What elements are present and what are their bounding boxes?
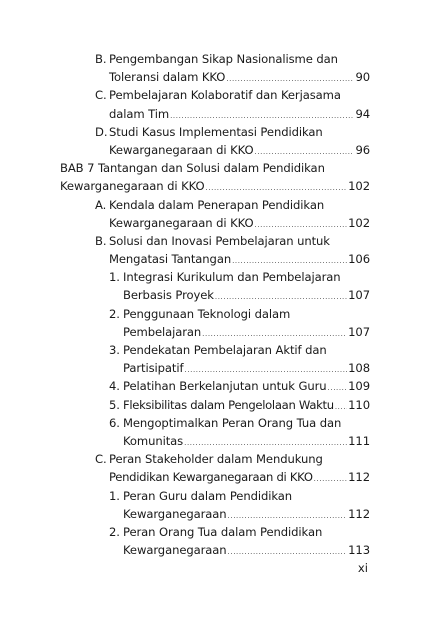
toc-entry-page: 102: [348, 179, 370, 194]
toc-entry[interactable]: [95, 123, 370, 159]
toc-subentry[interactable]: [109, 523, 370, 559]
toc-entry-page: 112: [348, 470, 370, 485]
toc-entry-page: 108: [348, 361, 370, 376]
toc-subentry[interactable]: [109, 268, 370, 304]
toc-entry-number: C.: [95, 452, 107, 467]
toc-entry-number: 2.: [109, 306, 120, 321]
toc-entry-title: Peran Guru dalam Pendidikan: [123, 488, 292, 503]
toc-entry-title: Penggunaan Teknologi dalam: [123, 306, 291, 321]
toc-entry-page: 102: [348, 215, 370, 230]
toc-entry-page: 96: [355, 142, 370, 157]
toc-entry-title: Kewarganegaraan di KKO: [109, 215, 254, 230]
toc-entry-page: 94: [355, 106, 370, 121]
table-of-contents: [0, 50, 425, 559]
toc-leader-dots: [228, 543, 348, 561]
toc-subentry[interactable]: [109, 305, 370, 341]
toc-chapter-entry[interactable]: [60, 159, 370, 195]
toc-chapter-title: Kewarganegaraan di KKO: [60, 179, 205, 194]
toc-entry-number: 1.: [109, 488, 120, 503]
toc-entry-number: B.: [95, 52, 107, 66]
toc-entry-page: 107: [348, 324, 370, 339]
toc-entry-title: Mengatasi Tantangan: [109, 252, 232, 267]
toc-entry-number: 6.: [109, 415, 120, 430]
toc-entry[interactable]: [95, 450, 370, 486]
toc-subentry[interactable]: [109, 396, 370, 414]
toc-entry-number: D.: [95, 124, 108, 139]
toc-entry-page: 110: [348, 397, 370, 412]
toc-entry-title: Peran Orang Tua dalam Pendidikan: [123, 524, 323, 539]
toc-entry-number: 4.: [109, 379, 120, 394]
toc-entry-title: Pembelajaran Kolaboratif dan Kerjasama: [109, 88, 341, 103]
toc-entry-title: Pendekatan Pembelajaran Aktif dan: [123, 343, 327, 357]
toc-entry-title: Toleransi dalam KKO: [109, 70, 226, 85]
toc-entry[interactable]: [95, 196, 370, 232]
toc-entry-title: Kendala dalam Penerapan Pendidikan: [109, 197, 325, 212]
page-number: xi: [357, 561, 368, 575]
toc-entry-page: 107: [348, 288, 370, 303]
toc-entry-title: Integrasi Kurikulum dan Pembelajaran: [123, 270, 341, 285]
toc-entry-number: C.: [95, 88, 107, 103]
toc-entry-title: dalam Tim: [109, 106, 170, 121]
toc-entry[interactable]: [95, 50, 370, 86]
toc-entry-title: Pelatihan Berkelanjutan untuk Guru: [123, 379, 327, 394]
toc-entry-page: 111: [348, 433, 370, 448]
toc-entry-number: 3.: [109, 343, 120, 357]
toc-entry-title: Komunitas: [123, 433, 184, 448]
toc-entry-title: Kewarganegaraan: [123, 506, 227, 521]
toc-entry-title: Mengoptimalkan Peran Orang Tua dan: [123, 415, 342, 430]
toc-entry-title: Partisipatif: [123, 361, 184, 376]
toc-entry-title: Pengembangan Sikap Nasionalisme dan: [109, 52, 338, 66]
toc-entry[interactable]: [95, 232, 370, 268]
toc-entry-title: Berbasis Proyek: [123, 288, 214, 303]
toc-entry-number: 1.: [109, 270, 120, 285]
toc-subentry[interactable]: [109, 487, 370, 523]
toc-entry-page: 112: [348, 506, 370, 521]
toc-subentry[interactable]: [109, 377, 370, 395]
toc-entry-page: 106: [348, 252, 370, 267]
toc-entry-number: 2.: [109, 524, 120, 539]
toc-entry-title: Pendidikan Kewarganegaraan di KKO: [109, 470, 313, 485]
toc-chapter-title: BAB 7 Tantangan dan Solusi dalam Pendidikan: [60, 161, 325, 176]
toc-subentry[interactable]: [109, 414, 370, 450]
toc-entry-title: Kewarganegaraan: [123, 543, 227, 558]
toc-subentry[interactable]: [109, 341, 370, 377]
toc-entry-title: Solusi dan Inovasi Pembelajaran untuk: [109, 233, 330, 248]
toc-entry[interactable]: [95, 86, 370, 122]
toc-entry-number: B.: [95, 233, 107, 248]
toc-entry-title: Fleksibilitas dalam Pengelolaan Waktu: [123, 397, 334, 412]
toc-entry-page: 113: [348, 543, 370, 558]
toc-entry-page: 90: [355, 70, 370, 85]
toc-entry-title: Studi Kasus Implementasi Pendidikan: [109, 124, 323, 139]
toc-entry-title: Kewarganegaraan di KKO: [109, 142, 254, 157]
toc-entry-number: A.: [95, 197, 107, 212]
toc-entry-page: 109: [348, 379, 370, 394]
toc-entry-title: Peran Stakeholder dalam Mendukung: [109, 452, 323, 467]
toc-entry-number: 5.: [109, 397, 120, 412]
toc-entry-title: Pembelajaran: [123, 324, 202, 339]
